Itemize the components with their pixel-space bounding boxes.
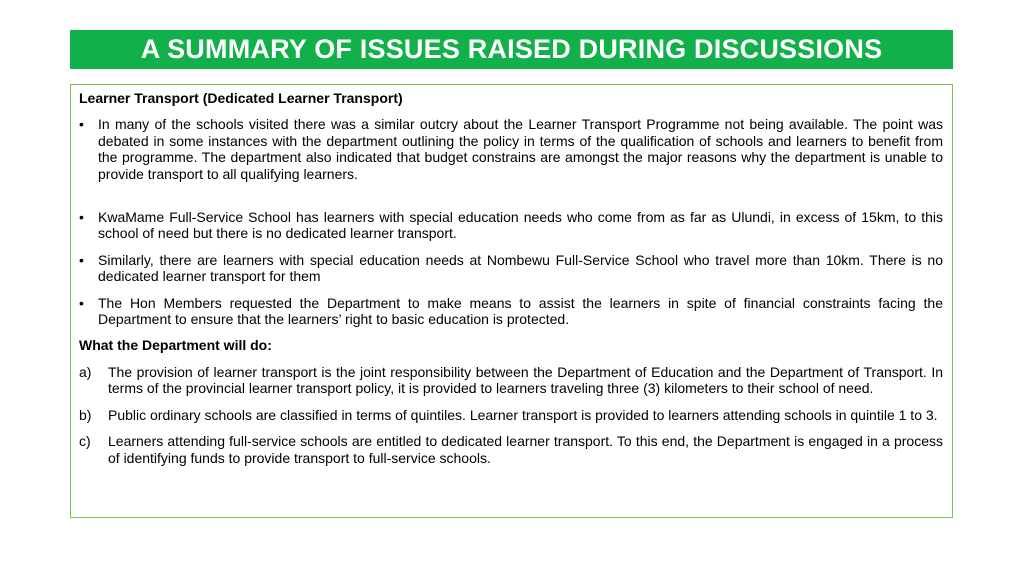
list-item <box>79 209 943 242</box>
bullet-icon: • <box>79 209 84 226</box>
list-item-text: KwaMame Full-Service School has learners with special education needs who come from as far as Ulundi, in excess of 15km, to this school of need but there is no dedicated learner transport. <box>98 209 943 242</box>
list-marker: a) <box>79 363 92 380</box>
list-item-text: Learners attending full-service schools are entitled to dedicated learner transport. To this end, the Department is engaged in a process of identifying funds to provide transport to full-service schools. <box>108 433 943 466</box>
bullet-icon: • <box>79 116 84 133</box>
list-item <box>79 116 943 182</box>
list-item-text: The Hon Members requested the Department to make means to assist the learners in spite of financial constraints facing the Department to ensure that the learners’ right to basic education is protected. <box>98 294 943 328</box>
section-heading-learner-transport: Learner Transport (Dedicated Learner Transport) <box>79 90 403 106</box>
list-item-text: In many of the schools visited there was a similar outcry about the Learner Transport Programme not being available. The point was debated in some instances with the department outlining the policy in terms of the qualification of schools and learners to benefit from the programme. The department also indicated that budget constrains are amongst the major reasons why the department is unable to provide transport to all qualifying learners. <box>98 116 943 182</box>
page-title: A SUMMARY OF ISSUES RAISED DURING DISCUSSIONS <box>140 34 883 64</box>
list-item <box>79 433 943 466</box>
list-item <box>79 252 943 285</box>
bullet-icon: • <box>79 251 84 268</box>
section-heading-department-actions: What the Department will do: <box>79 337 272 354</box>
list-item <box>79 364 943 397</box>
content-box <box>70 84 953 518</box>
list-item-text: The provision of learner transport is the joint responsibility between the Department of Education and the Department of Transport. In terms of the provincial learner transport policy, it is provided to learners traveling three (3) kilometers to their school of need. <box>108 363 943 397</box>
list-item-text: Public ordinary schools are classified in terms of quintiles. Learner transport is provided to learners attending schools in quintile 1 to 3. <box>108 406 938 423</box>
list-marker: b) <box>79 406 92 423</box>
bullet-icon: • <box>79 294 84 311</box>
issues-list <box>79 116 943 327</box>
list-item-text: Similarly, there are learners with special education needs at Nombewu Full-Service School who travel more than 10km. There is no dedicated learner transport for them <box>98 251 943 285</box>
title-banner <box>70 30 953 69</box>
actions-list <box>79 364 943 466</box>
list-item <box>79 295 943 328</box>
list-item <box>79 407 943 423</box>
list-marker: c) <box>79 433 91 450</box>
